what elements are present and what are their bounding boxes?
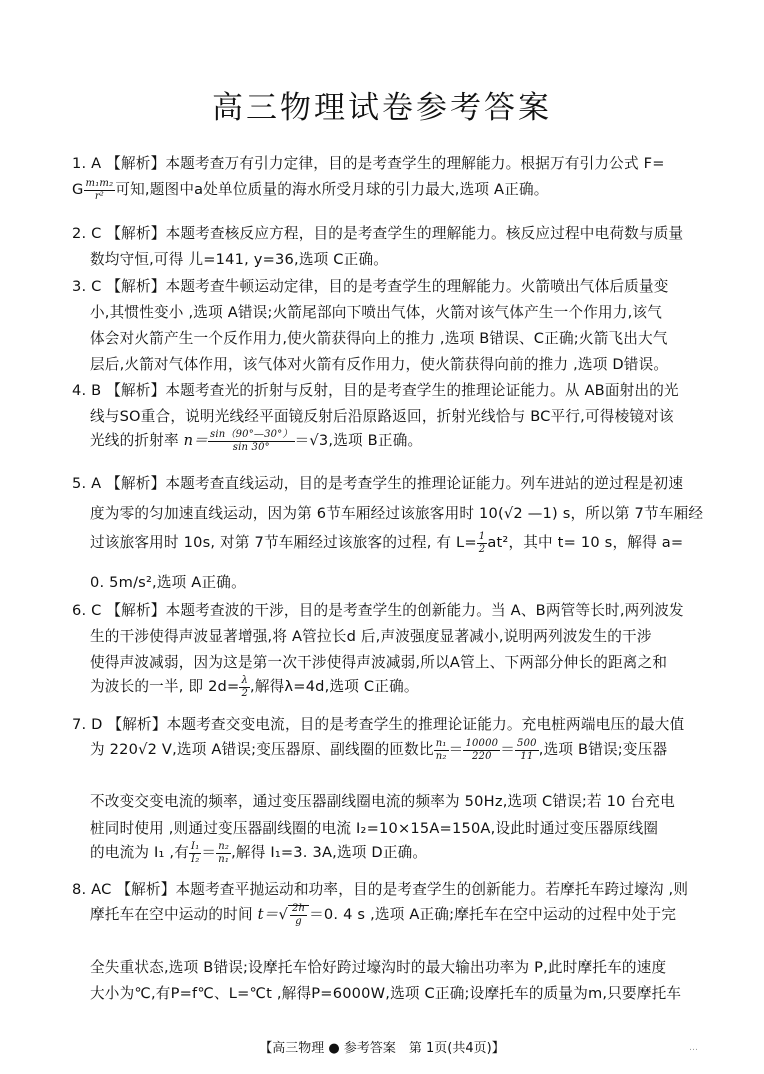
- text-line: 桩同时使用 ,则通过变压器副线圈的电流 I₂=10×15A=150A,设此时通过变压器原线圈: [90, 820, 659, 837]
- text-line: 6. C 【解析】本题考查波的干涉，目的是考查学生的创新能力。当 A、B两管等长时,两列波发: [72, 602, 684, 619]
- formula-symbol: G: [72, 181, 84, 198]
- text-line: 4. B 【解析】本题考查光的折射与反射，目的是考查学生的推理论证能力。从 AB面射出的光: [72, 382, 679, 399]
- fraction: $\frac{\text{n₁}}{\text{n₂}}$: [435, 737, 447, 762]
- text-line: 数均守恒,可得 儿=141, y=36,选项 C正确。: [90, 251, 389, 268]
- text-line: 生的干涉使得声波显著增强,将 A管拉长d 后,声波强度显著减小,说明两列波发生的干涉: [90, 628, 652, 645]
- text-line: 2. C 【解析】本题考查核反应方程，目的是考查学生的理解能力。核反应过程中电荷数与质量: [72, 225, 684, 242]
- text-line: 使得声波减弱，因为这是第一次干涉使得声波减弱,所以A管上、下两部分伸长的距离之和: [90, 654, 668, 671]
- page-title: 高三物理试卷参考答案: [212, 90, 552, 126]
- text-line: G $\frac{\text{m₁m₂}}{\text{r²}}$ 可知,题图中a处单位质量的海水所受月球的引力最大,选项 A正确。: [72, 177, 549, 202]
- fraction: $\frac{\text{m₁m₂}}{\text{r²}}$: [85, 177, 114, 202]
- fraction: $\frac{\lambda}{2}$: [241, 674, 248, 699]
- text-line: 层后,火箭对气体作用，该气体对火箭有反作用力，使火箭获得向前的推力 ,选项 D错误。: [90, 356, 669, 373]
- corner-mark: …: [689, 1043, 698, 1053]
- text-line: 8. AC 【解析】本题考查平抛运动和功率，目的是考查学生的创新能力。若摩托车跨过壕沟 ,则: [72, 881, 689, 898]
- text-line: 不改变交变电流的频率，通过变压器副线圈电流的频率为 50Hz,选项 C错误;若 10 台充电: [90, 793, 675, 810]
- text-line: 全失重状态,选项 B错误;设摩托车恰好跨过壕沟时的最大输出功率为 P,此时摩托车的速度: [90, 959, 667, 976]
- fraction: $\frac{\text{I₁}}{\text{I₂}}$: [191, 840, 200, 865]
- fraction: $\frac{\text{n₂}}{\text{n₁}}$: [218, 840, 230, 865]
- fraction: $\frac{\sin(90^\circ—30^\circ)}{\sin 30^\circ}$: [210, 428, 293, 453]
- text-line: 为 220√2 V,选项 A错误;变压器原、副线圈的匝数比 $\frac{\text{n₁}}{\text{n₂}}$ ＝ $\frac{10000}{220}$ ＝ $\frac{500}{11}$ ,选项 B错误;变压器: [90, 737, 668, 762]
- text-line: 3. C 【解析】本题考查牛顿运动定律，目的是考查学生的理解能力。火箭喷出气体后质量变: [72, 278, 669, 295]
- fraction: $\frac{10000}{220}$: [465, 737, 499, 762]
- text-line: 0. 5m/s²,选项 A正确。: [90, 574, 246, 591]
- text-line: 大小为℃,有P=f℃、L=℃t ,解得P=6000W,选项 C正确;设摩托车的质量为m,只要摩托车: [90, 985, 682, 1002]
- text-line: 小,其惯性变小 ,选项 A错误;火箭尾部向下喷出气体，火箭对该气体产生一个作用力,该气: [90, 304, 663, 321]
- fraction: $\frac{1}{2}$: [478, 530, 486, 555]
- page-footer: 【高三物理 ● 参考答案 第 1页(共4页)】: [259, 1041, 505, 1056]
- text-line: 度为零的匀加速直线运动，因为第 6节车厢经过该旅客用时 10(√2 —1) s，所以第 7节车厢经: [90, 505, 704, 522]
- fraction: $\frac{500}{11}$: [517, 737, 537, 762]
- text-line: 的电流为 I₁ ,有 $\frac{\text{I₁}}{\text{I₂}}$ ＝ $\frac{\text{n₂}}{\text{n₁}}$ ,解得 I₁=3. 3A,选项 D正确。: [90, 840, 428, 865]
- text-line: 过该旅客用时 10s, 对第 7节车厢经过该旅客的过程, 有 L= $\frac{1}{2}$ at²，其中 t= 10 s，解得 a=: [90, 530, 684, 555]
- text-line: 线与SO重合，说明光线经平面镜反射后沿原路返回，折射光线恰与 BC平行,可得棱镜对该: [90, 408, 674, 425]
- fraction: $\frac{2h}{g}$: [291, 902, 306, 927]
- text-line: 7. D 【解析】本题考查交变电流，目的是考查学生的推理论证能力。充电桩两端电压的最大值: [72, 716, 685, 733]
- text-line: 光线的折射率 n＝ $\frac{\sin(90^\circ—30^\circ)}{\sin 30^\circ}$ ＝√3,选项 B正确。: [90, 428, 423, 453]
- text-line: 体会对火箭产生一个反作用力,使火箭获得向上的推力 ,选项 B错误、C正确;火箭飞出大气: [90, 330, 668, 347]
- text-line: 摩托车在空中运动的时间 t＝√ $\frac{2h}{g}$ ＝0. 4 s ,选项 A正确;摩托车在空中运动的过程中处于完: [90, 902, 677, 927]
- text-line: 为波长的一半, 即 2d= $\frac{\lambda}{2}$ ,解得λ=4d,选项 C正确。: [90, 674, 419, 699]
- text-line: 5. A 【解析】本题考查直线运动，目的是考查学生的推理论证能力。列车进站的逆过程是初速: [72, 475, 684, 492]
- text-line: 1. A 【解析】本题考查万有引力定律，目的是考查学生的理解能力。根据万有引力公式 F=: [72, 155, 665, 172]
